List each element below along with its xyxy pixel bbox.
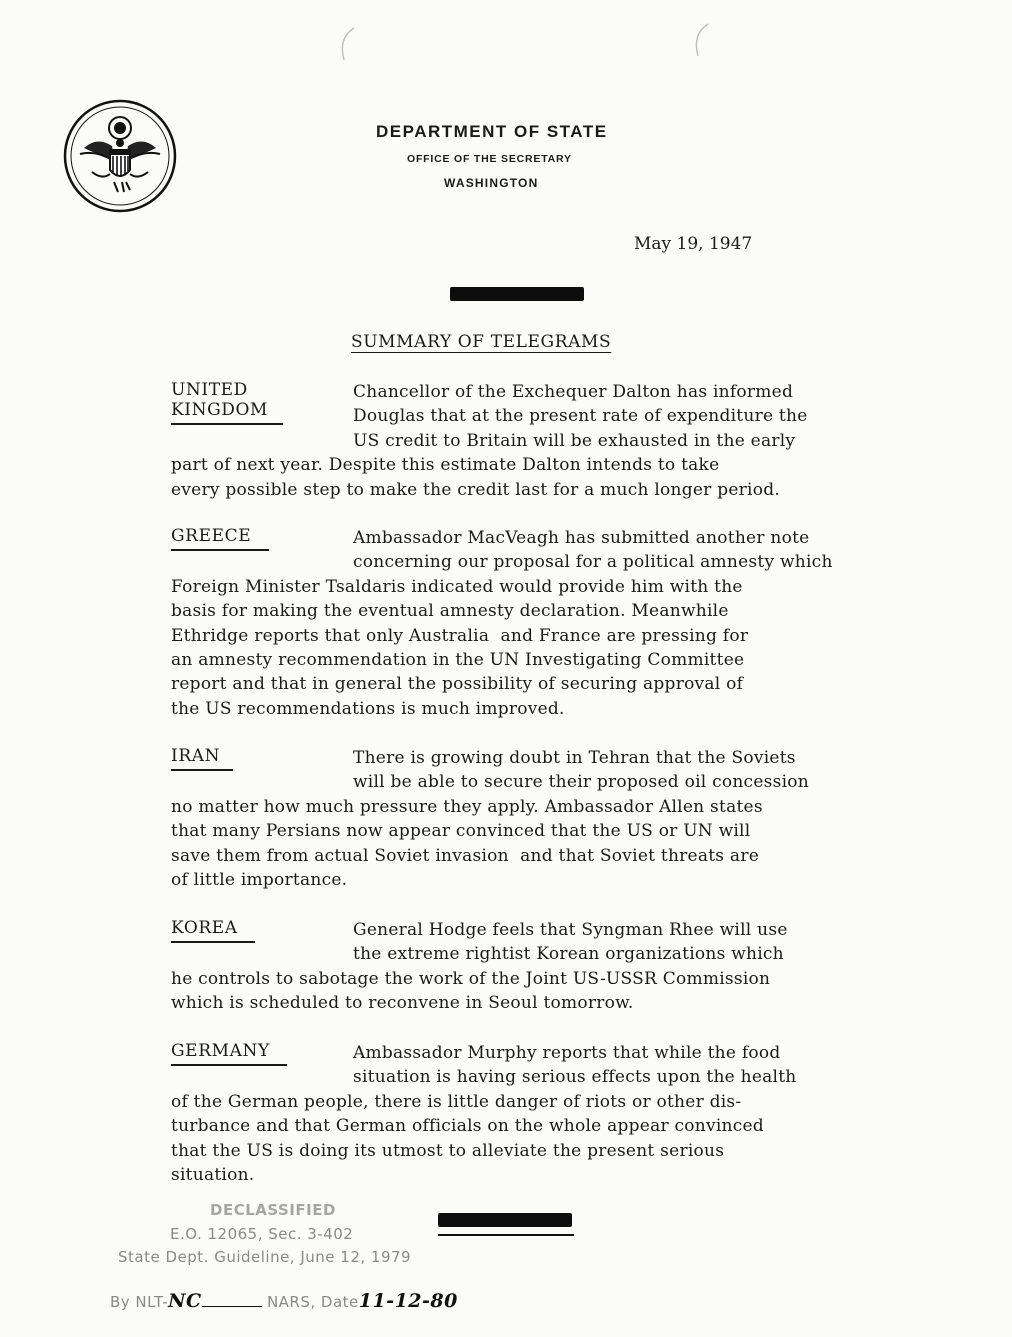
section-text-greece	[171, 526, 941, 721]
declassified-authority: E.O. 12065, Sec. 3-402	[170, 1225, 354, 1243]
text-line: that the US is doing its utmost to alleviate the present serious	[171, 1140, 725, 1161]
text-line: will be able to secure their proposed oil concession	[353, 772, 809, 793]
section-label-line2: KINGDOM	[171, 400, 269, 420]
text-line: basis for making the eventual amnesty declaration. Meanwhile	[171, 601, 729, 622]
section-label-line1: UNITED	[171, 380, 248, 400]
text-line: of the German people, there is little danger of riots or other dis-	[171, 1091, 742, 1112]
declassified-stamp: DECLASSIFIED	[210, 1201, 336, 1219]
text-line: save them from actual Soviet invasion and that Soviet threats are	[171, 845, 760, 866]
redacted-classification-top	[450, 287, 584, 301]
text-line: Ambassador MacVeagh has submitted another note	[353, 528, 810, 548]
text-line: Foreign Minister Tsaldaris indicated would provide him with the	[171, 576, 743, 597]
text-line: the US recommendations is much improved.	[171, 698, 565, 719]
text-line: Chancellor of the Exchequer Dalton has informed	[353, 382, 794, 402]
hole-punch-mark	[684, 20, 714, 60]
text-line: Ambassador Murphy reports that while the food	[353, 1043, 781, 1063]
text-line: Ethridge reports that only Australia and France are pressing for	[171, 625, 749, 646]
letterhead-office: OFFICE OF THE SECRETARY	[407, 153, 572, 165]
section-label-line1: IRAN	[171, 746, 221, 766]
text-line: every possible step to make the credit last for a much longer period.	[171, 479, 780, 500]
text-line: There is growing doubt in Tehran that the Soviets	[353, 748, 796, 768]
text-line: no matter how much pressure they apply. Ambassador Allen states	[171, 796, 763, 817]
date-prefix: NARS, Date	[266, 1293, 359, 1311]
text-line: situation.	[171, 1164, 255, 1185]
by-prefix: By NLT-	[110, 1293, 169, 1311]
text-line: General Hodge feels that Syngman Rhee will use	[353, 920, 788, 940]
text-line: Douglas that at the present rate of expenditure the	[353, 406, 808, 427]
section-text-united-kingdom	[171, 380, 941, 502]
text-line: situation is having serious effects upon the health	[353, 1067, 797, 1088]
department-of-state-seal	[62, 98, 178, 214]
signature-blank	[202, 1306, 262, 1307]
declassified-guideline: State Dept. Guideline, June 12, 1979	[118, 1248, 412, 1266]
section-text-iran	[171, 746, 941, 892]
text-line: turbance and that German officials on the whole appear convinced	[171, 1116, 764, 1137]
document-date: May 19, 1947	[634, 234, 753, 254]
text-line: of little importance.	[171, 869, 348, 890]
text-line: concerning our proposal for a political amnesty which	[353, 552, 833, 573]
text-line: which is scheduled to reconvene in Seoul tomorrow.	[171, 993, 634, 1014]
text-line: an amnesty recommendation in the UN Investigating Committee	[171, 649, 745, 670]
declassification-date: 11-12-80	[358, 1290, 458, 1312]
section-label-line1: KOREA	[171, 918, 238, 938]
letterhead-city: WASHINGTON	[444, 176, 539, 190]
section-label-line1: GREECE	[171, 526, 252, 546]
section-label-line1: GERMANY	[171, 1041, 270, 1061]
declassifier-initials: NC	[168, 1290, 202, 1312]
text-line: the extreme rightist Korean organizations which	[353, 944, 784, 965]
section-text-germany	[171, 1041, 941, 1187]
redacted-classification-bottom	[438, 1213, 572, 1227]
redaction-underline	[438, 1234, 574, 1236]
text-line: that many Persians now appear convinced that the US or UN will	[171, 821, 751, 842]
text-line: US credit to Britain will be exhausted in the early	[353, 430, 796, 451]
declassified-by-line	[110, 1290, 458, 1312]
section-text-korea	[171, 918, 941, 1016]
text-line: he controls to sabotage the work of the Joint US-USSR Commission	[171, 968, 771, 989]
letterhead-department: DEPARTMENT OF STATE	[376, 122, 608, 141]
hole-punch-mark	[330, 24, 360, 64]
document-heading: SUMMARY OF TELEGRAMS	[351, 332, 612, 352]
text-line: report and that in general the possibility of securing approval of	[171, 674, 744, 695]
text-line: part of next year. Despite this estimate Dalton intends to take	[171, 455, 720, 476]
